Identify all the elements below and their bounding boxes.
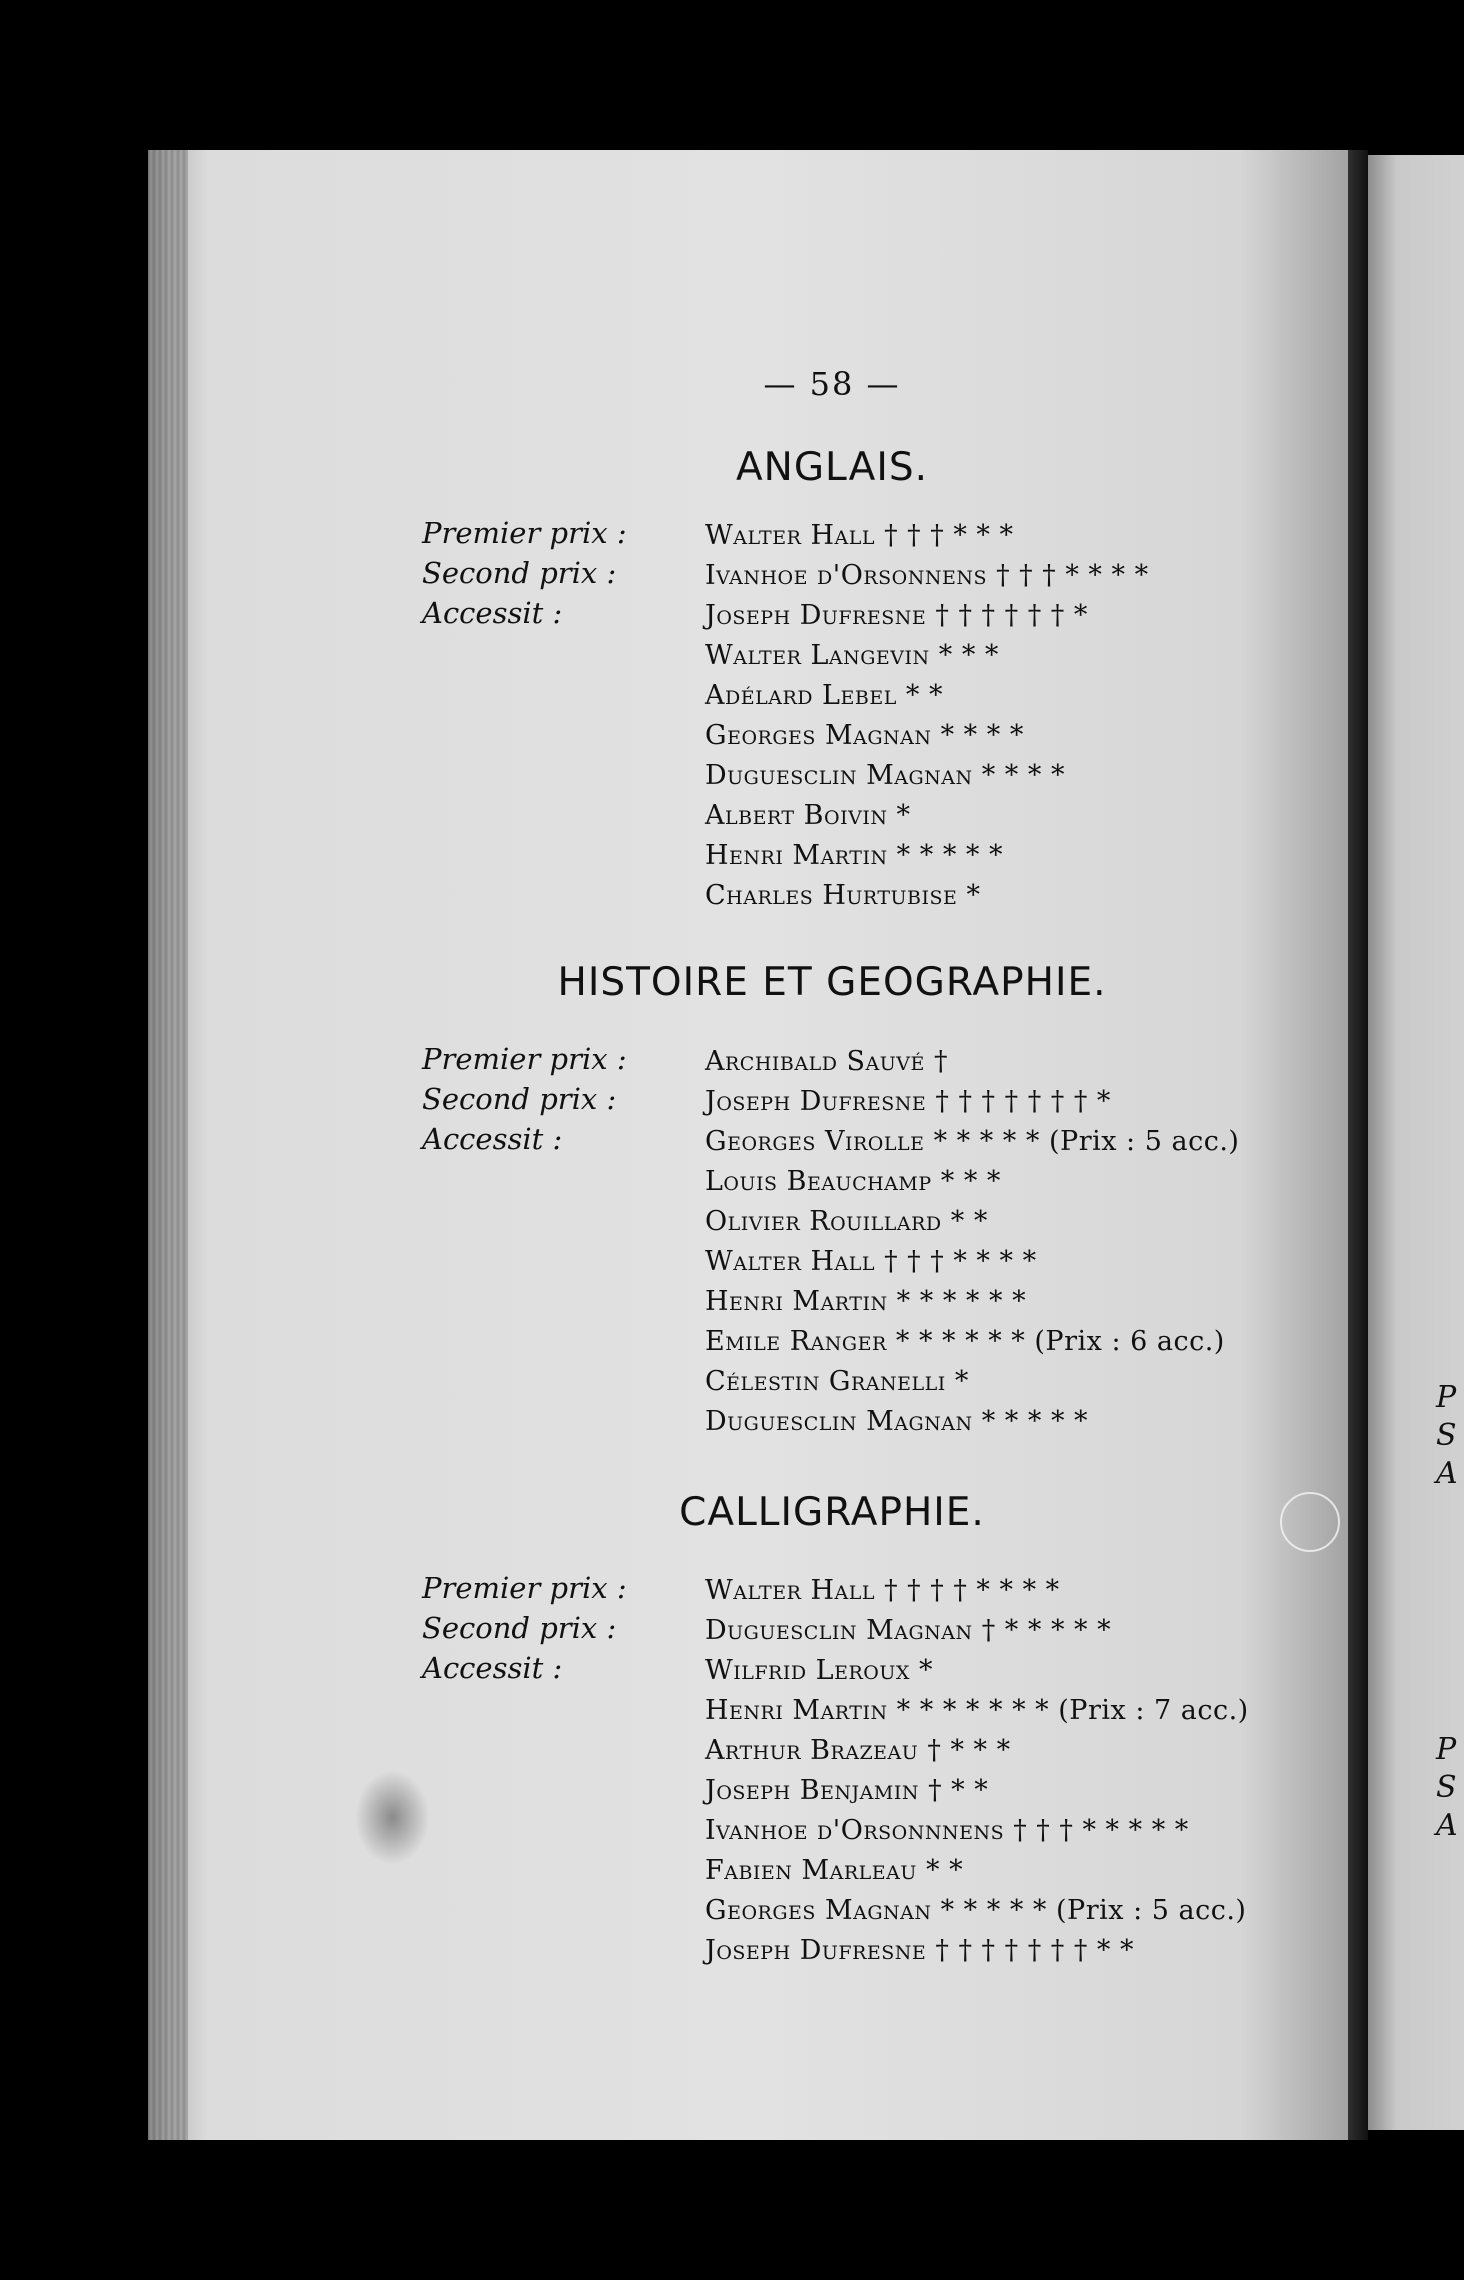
adjacent-page-fragment: P	[1436, 1380, 1457, 1415]
student-name: Ivanhoe d'Orsonnnens	[705, 1815, 1005, 1846]
student-name: Joseph Dufresne	[705, 1086, 927, 1117]
merit-marks: * * * *	[981, 760, 1065, 791]
page-number: — 58 —	[763, 365, 901, 403]
section-title-anglais: ANGLAIS.	[735, 445, 929, 490]
adjacent-page-fragment: A	[1436, 1456, 1458, 1491]
winner-entry	[705, 1735, 1011, 1766]
merit-marks: *	[966, 880, 981, 911]
student-name: Albert Boivin	[705, 800, 888, 831]
merit-marks: * * * * *	[940, 1895, 1047, 1926]
merit-marks: * *	[950, 1206, 988, 1237]
student-name: Georges Magnan	[705, 720, 932, 751]
winner-entry	[705, 1126, 1239, 1157]
winner-entry	[705, 1615, 1111, 1646]
student-name: Walter Langevin	[705, 640, 930, 671]
student-name: Duguesclin Magnan	[705, 1406, 973, 1437]
winner-entry	[705, 680, 943, 711]
merit-marks: † * * * * *	[981, 1615, 1112, 1646]
student-name: Duguesclin Magnan	[705, 1615, 973, 1646]
section-title-histoire: HISTOIRE ET GEOGRAPHIE.	[557, 960, 1107, 1005]
student-name: Adélard Lebel	[705, 680, 897, 711]
prize-note: (Prix : 5 acc.)	[1049, 1126, 1240, 1157]
winner-entry	[705, 1695, 1249, 1726]
winner-entry	[705, 640, 999, 671]
winner-entry	[705, 760, 1065, 791]
winner-entry	[705, 1086, 1111, 1117]
student-name: Henri Martin	[705, 1286, 888, 1317]
winner-entry	[705, 1855, 963, 1886]
student-name: Georges Virolle	[705, 1126, 925, 1157]
merit-marks: †	[933, 1046, 948, 1077]
student-name: Archibald Sauvé	[705, 1046, 925, 1077]
winner-entry	[705, 1286, 1026, 1317]
prize-label-accessit: Accessit :	[422, 596, 563, 630]
winner-entry	[705, 1775, 988, 1806]
adjacent-page-fragment: P	[1436, 1732, 1457, 1767]
prize-label-premier: Premier prix :	[422, 1571, 627, 1605]
student-name: Walter Hall	[705, 1575, 875, 1606]
prize-label-premier: Premier prix :	[422, 516, 627, 550]
merit-marks: † † † * * *	[884, 520, 1014, 551]
merit-marks: † † † † † † † * *	[935, 1935, 1135, 1966]
merit-marks: † † † * * * * *	[1013, 1815, 1189, 1846]
merit-marks: * * * * *	[981, 1406, 1089, 1437]
student-name: Ivanhoe d'Orsonnens	[705, 560, 987, 591]
winner-entry	[705, 1655, 933, 1686]
merit-marks: * *	[905, 680, 943, 711]
merit-marks: † * *	[928, 1775, 989, 1806]
section-title-calligraphie: CALLIGRAPHIE.	[679, 1490, 985, 1535]
student-name: Louis Beauchamp	[705, 1166, 932, 1197]
winner-entry	[705, 1046, 948, 1077]
ink-stain	[355, 1770, 430, 1865]
student-name: Duguesclin Magnan	[705, 760, 973, 791]
merit-marks: † † † * * * *	[996, 560, 1149, 591]
prize-label-second: Second prix :	[422, 1082, 617, 1116]
prize-label-second: Second prix :	[422, 556, 617, 590]
winner-entry	[705, 1366, 969, 1397]
merit-marks: * * * * *	[933, 1126, 1040, 1157]
student-name: Henri Martin	[705, 840, 888, 871]
merit-marks: † † † † * * * *	[884, 1575, 1060, 1606]
winner-entry	[705, 1246, 1037, 1277]
winner-entry	[705, 720, 1024, 751]
student-name: Joseph Dufresne	[705, 600, 927, 631]
merit-marks: † † † * * * *	[884, 1246, 1037, 1277]
student-name: Wilfrid Leroux	[705, 1655, 910, 1686]
merit-marks: *	[954, 1366, 969, 1397]
merit-marks: * * * * *	[896, 840, 1004, 871]
student-name: Georges Magnan	[705, 1895, 932, 1926]
prize-note: (Prix : 7 acc.)	[1058, 1695, 1249, 1726]
winner-entry	[705, 1206, 988, 1237]
student-name: Joseph Dufresne	[705, 1935, 927, 1966]
adjacent-page-fragment: S	[1436, 1770, 1457, 1805]
student-name: Fabien Marleau	[705, 1855, 917, 1886]
prize-label-accessit: Accessit :	[422, 1122, 563, 1156]
winner-entry	[705, 840, 1003, 871]
winner-entry	[705, 1326, 1225, 1357]
merit-marks: *	[896, 800, 911, 831]
prize-note: (Prix : 5 acc.)	[1056, 1895, 1247, 1926]
winner-entry	[705, 800, 911, 831]
winner-entry	[705, 600, 1088, 631]
merit-marks: * * * *	[940, 720, 1024, 751]
winner-entry	[705, 520, 1014, 551]
merit-marks: † * * *	[927, 1735, 1011, 1766]
winner-entry	[705, 1815, 1189, 1846]
prize-label-second: Second prix :	[422, 1611, 617, 1645]
student-name: Olivier Rouillard	[705, 1206, 942, 1237]
prize-note: (Prix : 6 acc.)	[1034, 1326, 1225, 1357]
winner-entry	[705, 1406, 1088, 1437]
merit-marks: * * * * * *	[896, 1286, 1027, 1317]
student-name: Walter Hall	[705, 520, 875, 551]
student-name: Arthur Brazeau	[705, 1735, 919, 1766]
merit-marks: † † † † † † † *	[935, 1086, 1111, 1117]
merit-marks: * * * * * * *	[896, 1695, 1050, 1726]
merit-marks: † † † † † † *	[935, 600, 1088, 631]
merit-marks: *	[919, 1655, 933, 1686]
merit-marks: * * *	[938, 640, 999, 671]
adjacent-page-fragment: A	[1436, 1808, 1458, 1843]
winner-entry	[705, 1575, 1060, 1606]
winner-entry	[705, 560, 1149, 591]
student-name: Emile Ranger	[705, 1326, 887, 1357]
merit-marks: * * * * * *	[895, 1326, 1026, 1357]
merit-marks: * *	[926, 1855, 964, 1886]
winner-entry	[705, 1166, 1001, 1197]
student-name: Charles Hurtubise	[705, 880, 958, 911]
student-name: Célestin Granelli	[705, 1366, 946, 1397]
prize-label-accessit: Accessit :	[422, 1651, 563, 1685]
winner-entry	[705, 1935, 1134, 1966]
winner-entry	[705, 1895, 1246, 1926]
student-name: Walter Hall	[705, 1246, 875, 1277]
adjacent-page-fragment: S	[1436, 1418, 1457, 1453]
student-name: Henri Martin	[705, 1695, 888, 1726]
prize-label-premier: Premier prix :	[422, 1042, 627, 1076]
merit-marks: * * *	[940, 1166, 1001, 1197]
winner-entry	[705, 880, 981, 911]
student-name: Joseph Benjamin	[705, 1775, 919, 1806]
